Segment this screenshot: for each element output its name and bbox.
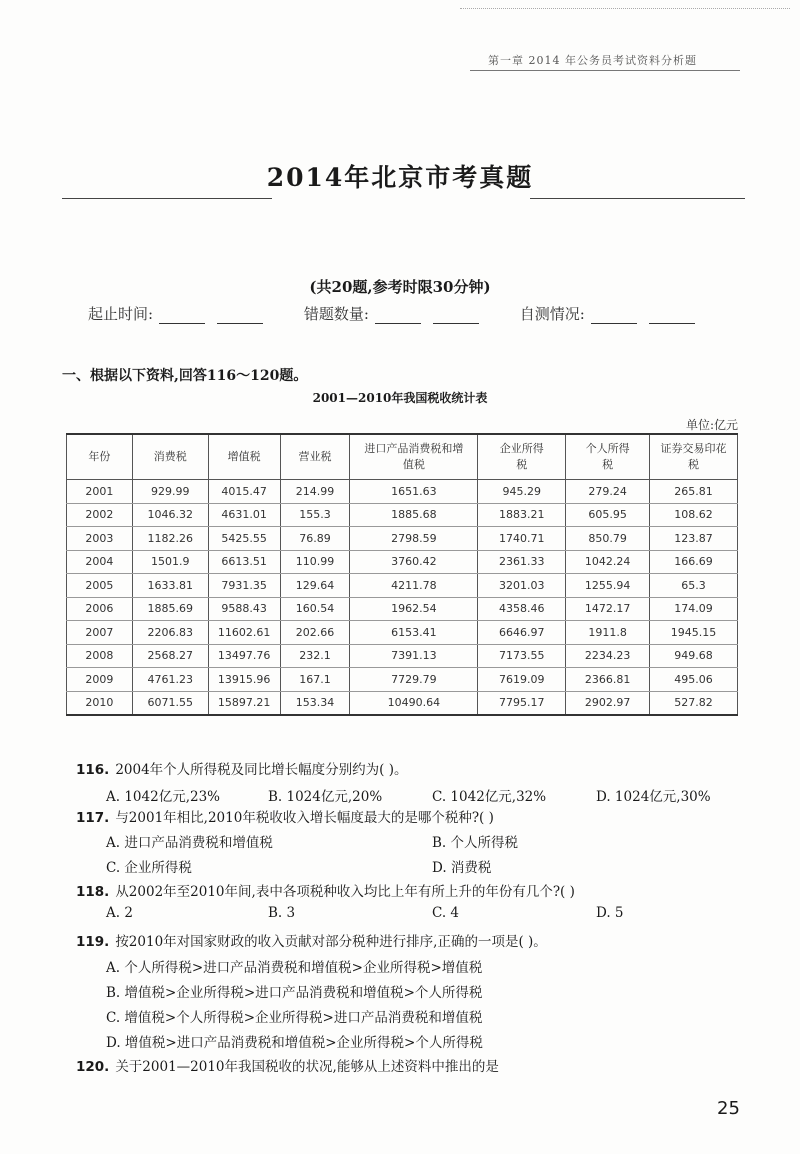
value-cell: 10490.64 (350, 691, 478, 715)
header-stamp-tax (650, 434, 738, 480)
table-row (67, 644, 738, 668)
value-cell: 7931.35 (208, 574, 280, 598)
value-cell: 1046.32 (132, 503, 208, 527)
field-time-label: 起止时间: (88, 305, 154, 323)
value-cell: 2234.23 (566, 644, 650, 668)
title-rule-right (530, 198, 745, 199)
value-cell: 7729.79 (350, 668, 478, 692)
value-cell: 2568.27 (132, 644, 208, 668)
question-text: 2004年个人所得税及同比增长幅度分别约为( )。 (115, 762, 408, 778)
section-heading: 一、根据以下资料,回答116～120题。 (62, 368, 308, 384)
tax-table (66, 433, 738, 716)
option-117-d[interactable]: D. 消费税 (432, 860, 492, 876)
value-cell: 4211.78 (350, 574, 478, 598)
field-errors-label: 错题数量: (303, 305, 369, 323)
value-cell: 155.3 (280, 503, 350, 527)
table-row (67, 597, 738, 621)
value-cell: 605.95 (566, 503, 650, 527)
value-cell: 1472.17 (566, 597, 650, 621)
question-118 (76, 880, 575, 900)
year-cell: 2004 (67, 550, 133, 574)
value-cell: 2366.81 (566, 668, 650, 692)
value-cell: 495.06 (650, 668, 738, 692)
value-cell: 527.82 (650, 691, 738, 715)
table-row (67, 480, 738, 504)
header-import-tax-text: 进口产品消费税和增值税 (364, 442, 464, 471)
option-117-a[interactable]: A. 进口产品消费税和增值税 (106, 835, 273, 851)
value-cell: 153.34 (280, 691, 350, 715)
question-number: 118. (76, 884, 110, 900)
value-cell: 2206.83 (132, 621, 208, 645)
table-row (67, 691, 738, 715)
question-number: 116. (76, 762, 110, 778)
value-cell: 166.69 (650, 550, 738, 574)
table-header-row (67, 434, 738, 480)
header-rule (470, 70, 740, 71)
value-cell: 129.64 (280, 574, 350, 598)
year-cell: 2006 (67, 597, 133, 621)
value-cell: 6071.55 (132, 691, 208, 715)
value-cell: 110.99 (280, 550, 350, 574)
value-cell: 1042.24 (566, 550, 650, 574)
value-cell: 6613.51 (208, 550, 280, 574)
table-row (67, 550, 738, 574)
blank (217, 309, 263, 324)
value-cell: 76.89 (280, 527, 350, 551)
option-118-b[interactable]: B. 3 (268, 905, 296, 921)
blank (159, 309, 205, 324)
header-stamp-tax-text: 证券交易印花税 (660, 442, 727, 471)
value-cell: 1911.8 (566, 621, 650, 645)
value-cell: 160.54 (280, 597, 350, 621)
table-unit: 单位:亿元 (686, 418, 739, 432)
value-cell: 6646.97 (478, 621, 566, 645)
value-cell: 1885.69 (132, 597, 208, 621)
question-text: 关于2001—2010年我国税收的状况,能够从上述资料中推出的是 (115, 1059, 499, 1075)
header-vat: 增值税 (208, 434, 280, 480)
value-cell: 1883.21 (478, 503, 566, 527)
table-row (67, 527, 738, 551)
value-cell: 123.87 (650, 527, 738, 551)
question-120 (76, 1055, 499, 1075)
value-cell: 232.1 (280, 644, 350, 668)
question-text: 从2002年至2010年间,表中各项税种收入均比上年有所上升的年份有几个?( ) (115, 884, 575, 900)
value-cell: 3760.42 (350, 550, 478, 574)
value-cell: 174.09 (650, 597, 738, 621)
value-cell: 5425.55 (208, 527, 280, 551)
value-cell: 65.3 (650, 574, 738, 598)
value-cell: 214.99 (280, 480, 350, 504)
table-row (67, 668, 738, 692)
year-cell: 2009 (67, 668, 133, 692)
value-cell: 7391.13 (350, 644, 478, 668)
value-cell: 1182.26 (132, 527, 208, 551)
value-cell: 1633.81 (132, 574, 208, 598)
field-errors (304, 303, 485, 324)
page-title: 2014年北京市考真题 (266, 163, 534, 192)
year-cell: 2002 (67, 503, 133, 527)
blank (649, 309, 695, 324)
value-cell: 1885.68 (350, 503, 478, 527)
page-number: 25 (717, 1098, 740, 1119)
option-119-a[interactable]: A. 个人所得税>进口产品消费税和增值税>企业所得税>增值税 (106, 960, 483, 976)
option-119-b[interactable]: B. 增值税>企业所得税>进口产品消费税和增值税>个人所得税 (106, 985, 483, 1001)
scan-edge-line (460, 8, 790, 9)
value-cell: 1651.63 (350, 480, 478, 504)
value-cell: 1255.94 (566, 574, 650, 598)
year-cell: 2010 (67, 691, 133, 715)
year-cell: 2007 (67, 621, 133, 645)
blank (433, 309, 479, 324)
option-119-d[interactable]: D. 增值税>进口产品消费税和增值税>企业所得税>个人所得税 (106, 1035, 483, 1051)
value-cell: 1962.54 (350, 597, 478, 621)
header-corporate-tax-text: 企业所得税 (499, 442, 544, 471)
question-text: 按2010年对国家财政的收入贡献对部分税种进行排序,正确的一项是( )。 (115, 934, 547, 950)
value-cell: 265.81 (650, 480, 738, 504)
blank (375, 309, 421, 324)
value-cell: 202.66 (280, 621, 350, 645)
self-check-fields (88, 303, 731, 324)
value-cell: 4761.23 (132, 668, 208, 692)
subtitle: (共20题,参考时限30分钟) (309, 278, 491, 296)
option-117-c[interactable]: C. 企业所得税 (106, 860, 192, 876)
option-117-b[interactable]: B. 个人所得税 (432, 835, 519, 851)
option-116-d[interactable]: D. 1024亿元,30% (596, 789, 711, 805)
value-cell: 7795.17 (478, 691, 566, 715)
option-116-a[interactable]: A. 1042亿元,23% (106, 789, 220, 805)
header-year: 年份 (67, 434, 133, 480)
value-cell: 4015.47 (208, 480, 280, 504)
table-body (67, 480, 738, 716)
year-cell: 2001 (67, 480, 133, 504)
value-cell: 13497.76 (208, 644, 280, 668)
value-cell: 945.29 (478, 480, 566, 504)
field-self-check-label: 自测情况: (519, 305, 585, 323)
value-cell: 1501.9 (132, 550, 208, 574)
question-number: 117. (76, 810, 110, 826)
option-118-a[interactable]: A. 2 (106, 905, 133, 921)
value-cell: 13915.96 (208, 668, 280, 692)
value-cell: 7619.09 (478, 668, 566, 692)
header-business-tax: 营业税 (280, 434, 350, 480)
table-row (67, 621, 738, 645)
value-cell: 2902.97 (566, 691, 650, 715)
value-cell: 9588.43 (208, 597, 280, 621)
value-cell: 279.24 (566, 480, 650, 504)
value-cell: 2361.33 (478, 550, 566, 574)
table-row (67, 503, 738, 527)
value-cell: 167.1 (280, 668, 350, 692)
year-cell: 2005 (67, 574, 133, 598)
value-cell: 949.68 (650, 644, 738, 668)
running-header: 第一章 2014 年公务员考试资料分析题 (488, 54, 697, 67)
header-personal-tax (566, 434, 650, 480)
value-cell: 1740.71 (478, 527, 566, 551)
field-self-check (520, 303, 701, 324)
field-time (88, 303, 269, 324)
value-cell: 2798.59 (350, 527, 478, 551)
value-cell: 1945.15 (650, 621, 738, 645)
value-cell: 108.62 (650, 503, 738, 527)
header-consumption-tax: 消费税 (132, 434, 208, 480)
header-personal-tax-text: 个人所得税 (585, 442, 630, 471)
option-118-c[interactable]: C. 4 (432, 905, 460, 921)
title-rule-left (62, 198, 272, 199)
value-cell: 4631.01 (208, 503, 280, 527)
year-cell: 2008 (67, 644, 133, 668)
question-116 (76, 758, 408, 778)
question-number: 120. (76, 1059, 110, 1075)
value-cell: 15897.21 (208, 691, 280, 715)
header-corporate-tax (478, 434, 566, 480)
value-cell: 929.99 (132, 480, 208, 504)
option-119-c[interactable]: C. 增值税>个人所得税>企业所得税>进口产品消费税和增值税 (106, 1010, 483, 1026)
table-row (67, 574, 738, 598)
question-text: 与2001年相比,2010年税收收入增长幅度最大的是哪个税种?( ) (115, 810, 494, 826)
option-118-d[interactable]: D. 5 (596, 905, 624, 921)
header-import-tax (350, 434, 478, 480)
question-119 (76, 930, 547, 950)
year-cell: 2003 (67, 527, 133, 551)
blank (591, 309, 637, 324)
value-cell: 850.79 (566, 527, 650, 551)
option-116-b[interactable]: B. 1024亿元,20% (268, 789, 383, 805)
value-cell: 7173.55 (478, 644, 566, 668)
question-number: 119. (76, 934, 110, 950)
value-cell: 3201.03 (478, 574, 566, 598)
question-117 (76, 806, 494, 826)
value-cell: 4358.46 (478, 597, 566, 621)
value-cell: 6153.41 (350, 621, 478, 645)
value-cell: 11602.61 (208, 621, 280, 645)
option-116-c[interactable]: C. 1042亿元,32% (432, 789, 547, 805)
table-title: 2001—2010年我国税收统计表 (312, 391, 488, 405)
